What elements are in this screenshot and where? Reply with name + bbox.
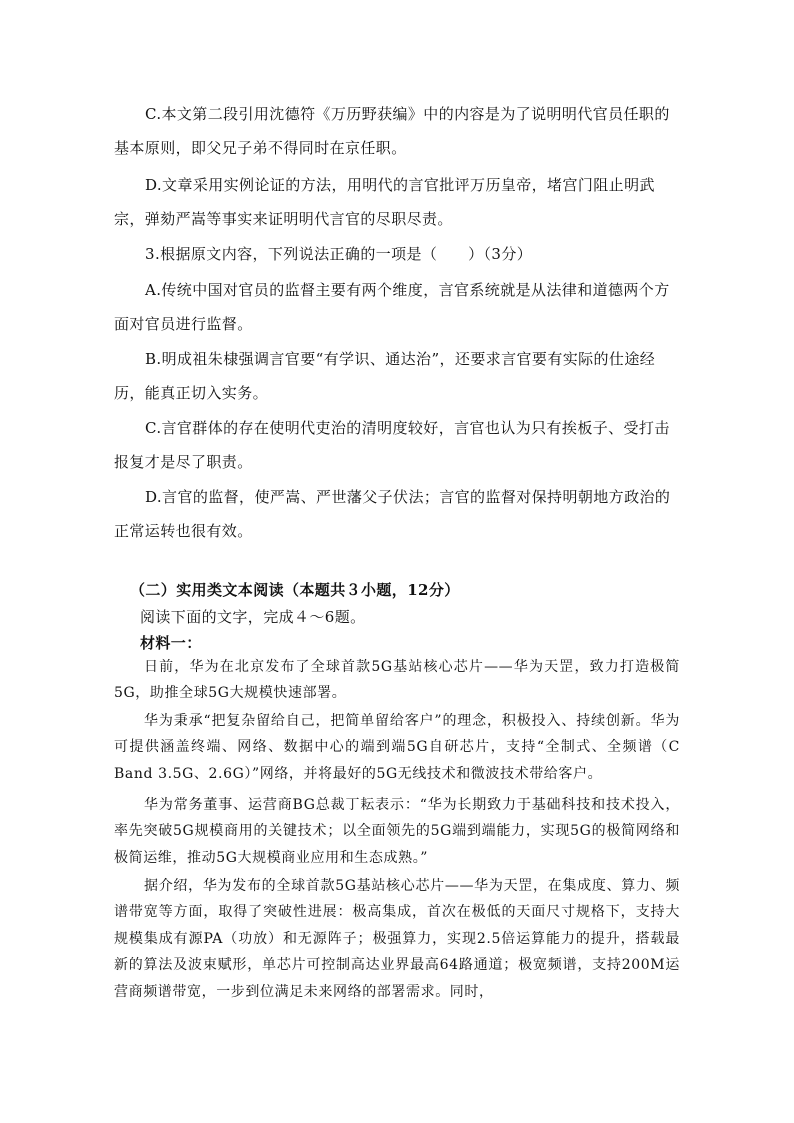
material-label: 材料一：	[140, 634, 202, 652]
section-heading: （二）实用类文本阅读（本题共３小题，12分）	[130, 581, 460, 599]
material-paragraph-2: 华为秉承“把复杂留给自己，把简单留给客户”的理念，积极投入、持续创新。华为可提供涵盖终端、网络、数据中心的端到端5G自研芯片，支持“全制式、全频谱（C Band 3.5G、2.6G）”网络，并将最好的5G无线技术和微波技术带给客户。	[114, 713, 680, 782]
material-paragraph-3: 华为常务董事、运营商BG总裁丁耘表示：“华为长期致力于基础科技和技术投入，率先突破5G规模商用的关键技术；以全面领先的5G端到端能力，实现5G的极简网络和极简运维，推动5G大规模商业应用和生态成熟。”	[114, 797, 680, 866]
question3-option-c: C.言官群体的存在使明代吏治的清明度较好，言官也认为只有挨板子、受打击报复才是尽了职责。	[114, 419, 670, 471]
question2-option-d: D.文章采用实例论证的方法，用明代的言官批评万历皇帝，堵宫门阻止明武宗，弹劾严嵩等事实来证明明代言官的尽职尽责。	[114, 176, 655, 228]
question3-option-b: B.明成祖朱棣强调言官要“有学识、通达治”，还要求言官要有实际的仕途经历，能真正切入实务。	[114, 350, 656, 402]
question3-option-d: D.言官的监督，使严嵩、严世藩父子伏法；言官的监督对保持明朝地方政治的正常运转也很有效。	[114, 488, 671, 540]
section-instruction: 阅读下面的文字，完成４～6题。	[140, 608, 366, 626]
question3-option-a: A.传统中国对官员的监督主要有两个维度，言官系统就是从法律和道德两个方面对官员进行监督。	[114, 281, 670, 333]
material-paragraph-4: 据介绍，华为发布的全球首款5G基站核心芯片——华为天罡，在集成度、算力、频谱带宽等方面，取得了突破性进展：极高集成，首次在极低的天面尺寸规格下，支持大规模集成有源PA（功放）和无源阵子；极强算力，实现2.5倍运算能力的提升，搭载最新的算法及波束赋形，单芯片可控制高达业界最高64路通道；极宽频谱，支持200M运营商频谱带宽，一步到位满足未来网络的部署需求。同时，	[114, 878, 680, 1000]
question2-option-c: C.本文第二段引用沈德符《万历野获编》中的内容是为了说明明代官员任职的基本原则，即父兄子弟不得同时在京任职。	[114, 105, 670, 157]
question3-stem: 3.根据原文内容，下列说法正确的一项是（ ）（3分）	[145, 245, 533, 263]
material-paragraph-1: 日前，华为在北京发布了全球首款5G基站核心芯片——华为天罡，致力打造极简5G，助推全球5G大规模快速部署。	[114, 659, 680, 702]
